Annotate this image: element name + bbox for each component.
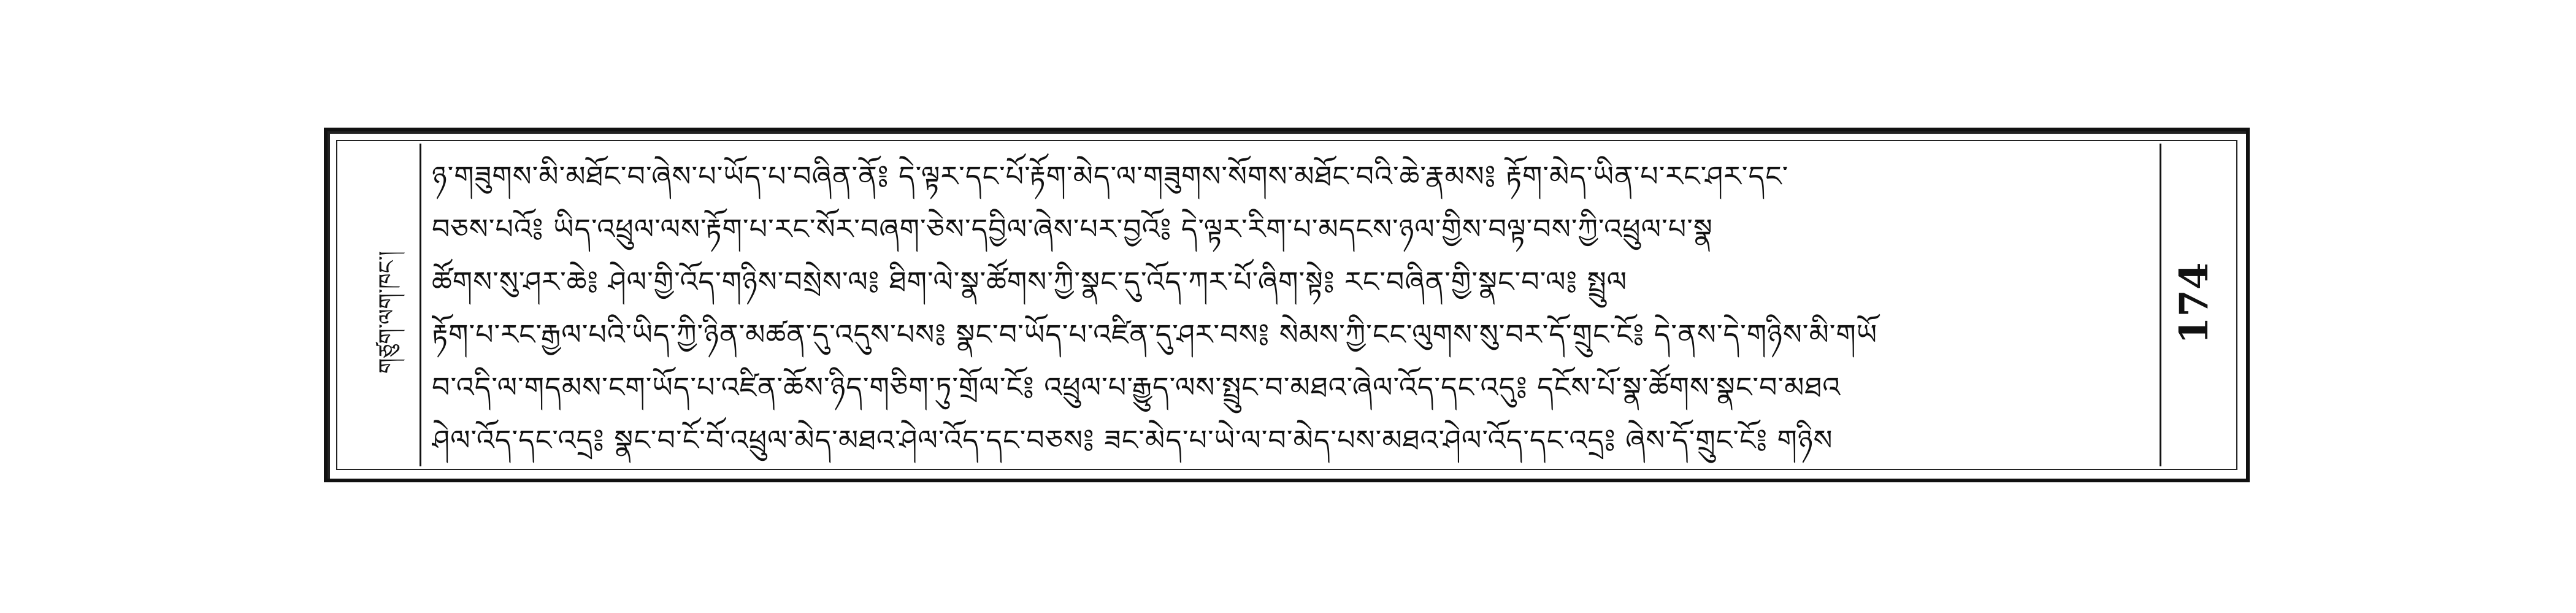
text-line: ཤེལ་འོད་དང་འདྲ༔ སྣང་བ་ངོ་བོ་འཕྲུལ་མེད་མཐའ་ཤེལ་འོད་དང་བཅས༔ ཟང་མེད་པ་ཡེ་ལ་བ་མེད་པས་མཐའ་ཤེལ་འོད་དང་འདྲ༔ ཞེས་དོ་གྲུང་ངོ༔ གཉིས [432, 423, 1833, 457]
text-block [432, 150, 2154, 464]
text-line: རྟོག་པ་རང་རྒྱལ་པའི་ཡིད་ཀྱི་ཉིན་མཚན་དུ་འདུས་པས༔ སྣང་བ་ཡོད་པ་འཛིན་དུ་ཤར་བས༔ སེམས་ཀྱི་ངང་ལུགས་སུ་བར་དོ་གྲུང་ངོ༔ དེ་ནས་དེ་གཉིས་མི་གཡོ [432, 318, 1878, 351]
right-margin [2160, 144, 2229, 466]
left-margin [352, 144, 421, 466]
text-line: ཉ་གཟུགས་མི་མཐོང་བ་ཞེས་པ་ཡོད་པ་བཞིན་ནོ༔ དེ་ལྟར་དང་པོ་རྟོག་མེད་ལ་གཟུགས་སོགས་མཐོང་བའི་ཆེ་རྣམས༔ རྟོག་མེད་ཡིན་པ་རང་ཤར་དང་ [432, 160, 1789, 193]
text-line: བ་འདི་ལ་གདམས་ངག་ཡོད་པ་འཛིན་ཆོས་ཉིད་གཅིག་ཏུ་གྲོལ་ངོ༔ འཕྲུལ་པ་རྒྱུད་ལས་སྤྲུང་བ་མཐའ་ཞེལ་འོད་དང་འདུ༔ དངོས་པོ་སྣ་ཚོགས་སྣང་བ་མཐའ [432, 371, 1841, 404]
margin-title: གཙུག་ལག་ཁང་། [375, 251, 400, 374]
manuscript-folio [324, 128, 2250, 482]
page-number: 174 [2171, 262, 2217, 344]
text-line: བཅས་པའོ༔ ཡིད་འཕྲུལ་ལས་རྟོག་པ་རང་སོར་བཞག་ཅེས་དབྱིལ་ཞེས་པར་བྱའོ༔ དེ་ལྟར་རིག་པ་མདངས་ཉལ་གྱིས་བལྟ་བས་ཀྱི་འཕྲུལ་པ་སྣ [432, 212, 1713, 245]
text-line: ཚོགས་སུ་ཤར་ཆེ༔ ཤེལ་གྱི་འོད་གཉིས་བསྲེས་ལ༔ ཐིག་ལེ་སྣ་ཚོགས་ཀྱི་སྣང་དུ་འོད་ཀར་པོ་ཞིག་སྟེ༔ རང་བཞིན་གྱི་སྣང་བ་ལ༔ སྤྲུལ [432, 265, 1628, 298]
